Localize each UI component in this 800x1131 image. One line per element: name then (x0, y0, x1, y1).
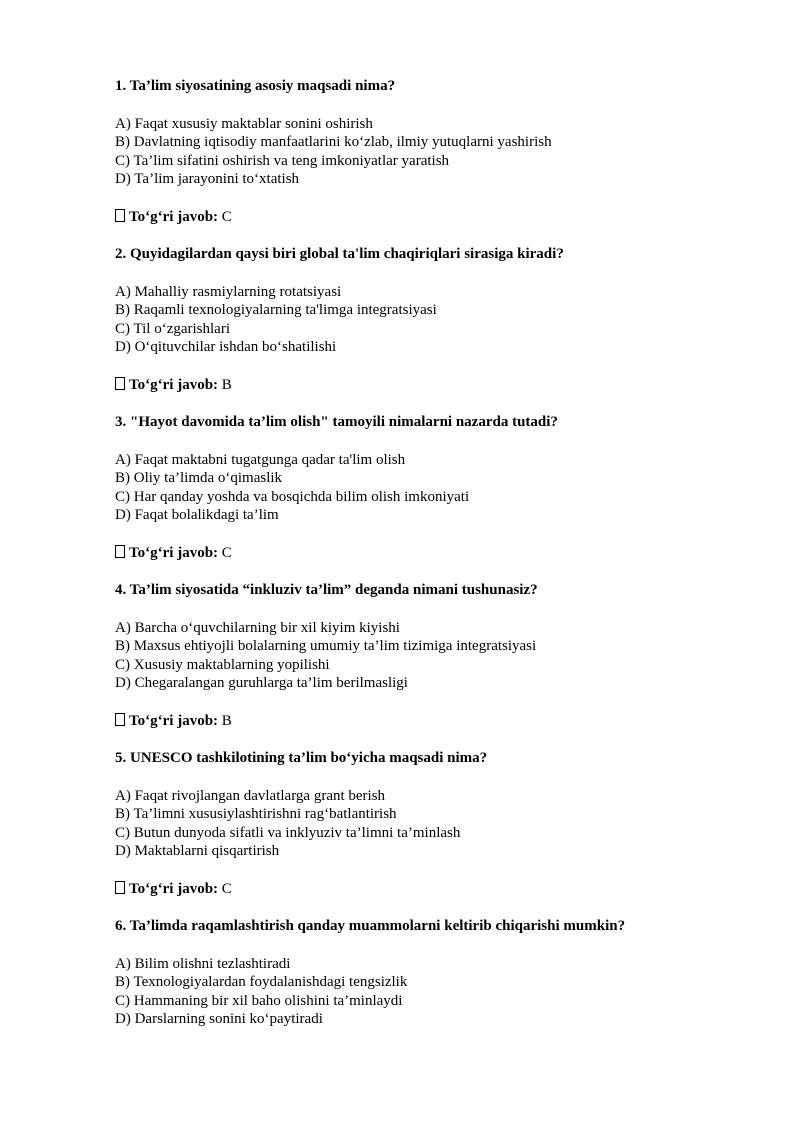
correct-answer (115, 712, 755, 731)
option-c: C) Ta’lim sifatini oshirish va teng imkoniyatlar yaratish (115, 152, 450, 169)
option-c: C) Til o‘zgarishlari (115, 320, 230, 337)
option-list (115, 787, 755, 861)
option-list (115, 115, 755, 189)
answer-value: C (221, 208, 232, 225)
option-a: A) Bilim olishni tezlashtiradi (115, 955, 291, 972)
answer-label: To‘g‘ri javob: (129, 208, 219, 225)
question-title: 4. Ta’lim siyosatida “inkluziv ta’lim” deganda nimani tushunasiz? (115, 582, 538, 598)
option-b: B) Davlatning iqtisodiy manfaatlarini ko‘zlab, ilmiy yutuqlarni yashirish (115, 134, 552, 150)
answer-label: To‘g‘ri javob: (129, 376, 219, 393)
option-list (115, 451, 755, 525)
option-b: B) Raqamli texnologiyalarning ta'limga integratsiyasi (115, 302, 437, 318)
option-a: A) Faqat xususiy maktablar sonini oshirish (115, 115, 373, 132)
answer-value: C (221, 544, 232, 561)
question-3 (115, 413, 755, 562)
option-d: D) Faqat bolalikdagi ta’lim (115, 507, 279, 523)
answer-label: To‘g‘ri javob: (129, 880, 219, 897)
option-c: C) Hammaning bir xil baho olishini ta’minlaydi (115, 992, 403, 1009)
correct-answer (115, 376, 755, 395)
option-a: A) Barcha o‘quvchilarning bir xil kiyim kiyishi (115, 619, 400, 636)
correct-answer (115, 544, 755, 563)
option-a: A) Faqat maktabni tugatgunga qadar ta'lim olish (115, 451, 406, 468)
option-c: C) Butun dunyoda sifatli va inklyuziv ta’limni ta’minlash (115, 824, 461, 841)
option-b: B) Oliy ta’limda o‘qimaslik (115, 470, 283, 486)
question-title: 1. Ta’lim siyosatining asosiy maqsadi nima? (115, 78, 396, 94)
option-list (115, 619, 755, 693)
correct-answer (115, 208, 755, 227)
checkbox-glyph-icon (115, 713, 125, 726)
question-1 (115, 77, 755, 226)
option-d: D) Ta’lim jarayonini to‘xtatish (115, 171, 300, 187)
option-d: D) Maktablarni qisqartirish (115, 843, 280, 859)
checkbox-glyph-icon (115, 545, 125, 558)
answer-label: To‘g‘ri javob: (129, 712, 219, 729)
option-a: A) Mahalliy rasmiylarning rotatsiyasi (115, 283, 342, 300)
answer-label: To‘g‘ri javob: (129, 544, 219, 561)
checkbox-glyph-icon (115, 881, 125, 894)
question-title: 5. UNESCO tashkilotining ta’lim bo‘yicha maqsadi nima? (115, 750, 488, 766)
question-title: 2. Quyidagilardan qaysi biri global ta'lim chaqiriqlari sirasiga kiradi? (115, 246, 564, 262)
answer-value: B (221, 376, 232, 393)
correct-answer (115, 880, 755, 899)
answer-value: B (221, 712, 232, 729)
option-c: C) Xususiy maktablarning yopilishi (115, 656, 330, 673)
option-d: D) Chegaralangan guruhlarga ta’lim berilmasligi (115, 675, 408, 691)
option-d: D) Darslarning sonini ko‘paytiradi (115, 1011, 323, 1027)
option-list (115, 283, 755, 357)
option-a: A) Faqat rivojlangan davlatlarga grant berish (115, 787, 386, 804)
option-b: B) Maxsus ehtiyojli bolalarning umumiy ta’lim tizimiga integratsiyasi (115, 638, 537, 654)
question-title: 6. Ta’limda raqamlashtirish qanday muammolarni keltirib chiqarishi mumkin? (115, 918, 626, 934)
option-b: B) Texnologiyalardan foydalanishdagi tengsizlik (115, 974, 408, 990)
question-title: 3. "Hayot davomida ta’lim olish" tamoyili nimalarni nazarda tutadi? (115, 414, 558, 430)
option-c: C) Har qanday yoshda va bosqichda bilim olish imkoniyati (115, 488, 470, 505)
option-b: B) Ta’limni xususiylashtirishni rag‘batlantirish (115, 806, 397, 822)
question-6 (115, 917, 755, 1029)
quiz-document (115, 77, 755, 1048)
question-2 (115, 245, 755, 394)
option-list (115, 955, 755, 1029)
checkbox-glyph-icon (115, 377, 125, 390)
option-d: D) O‘qituvchilar ishdan bo‘shatilishi (115, 339, 337, 355)
question-5 (115, 749, 755, 898)
checkbox-glyph-icon (115, 209, 125, 222)
question-4 (115, 581, 755, 730)
answer-value: C (221, 880, 232, 897)
